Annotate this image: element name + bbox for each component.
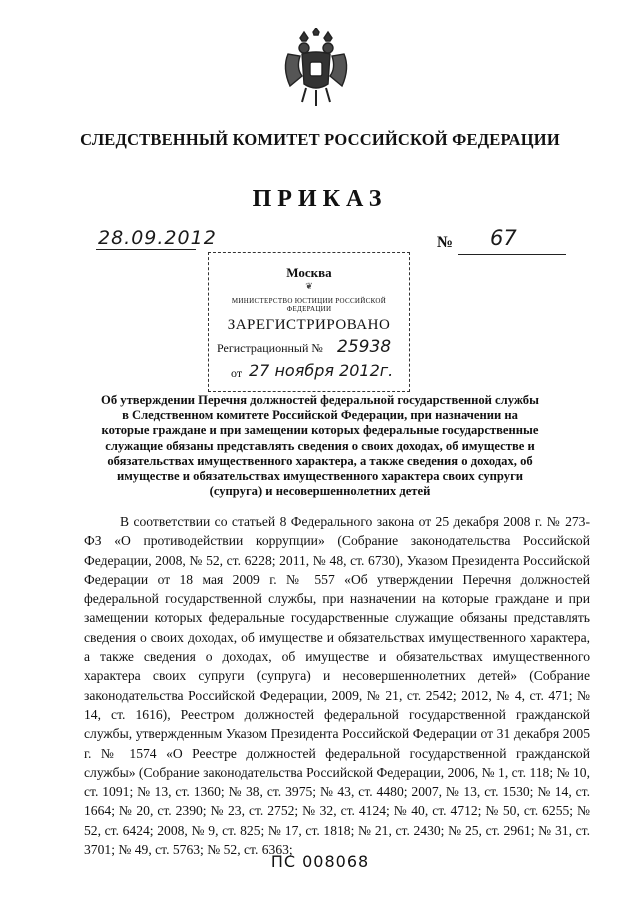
stamp-ministry: МИНИСТЕРСТВО ЮСТИЦИИ РОССИЙСКОЙ ФЕДЕРАЦИИ (231, 297, 387, 313)
stamp-registered: ЗАРЕГИСТРИРОВАНО (227, 317, 391, 333)
handwritten-number: 67 (490, 226, 517, 250)
stamp-reg-number: 25938 (337, 337, 392, 357)
stamp-ornament-icon: ❦ (305, 281, 313, 291)
document-title: Об утверждении Перечня должностей федеральной государственной службы в Следственном комитете Российской Федерации, при назначении на которые граждане и при замещении которых федеральные государственные служащие обязаны представлять сведения о своих доходах, об имуществе и обязательствах имущественного характера, а также сведения о доходах, об имуществе и обязательствах имущественного характера своих супруги (супруга) и несовершеннолетних детей (101, 393, 539, 499)
stamp-reg-date: 27 ноября 2012г. (249, 361, 394, 380)
organization-header: СЛЕДСТВЕННЫЙ КОМИТЕТ РОССИЙСКОЙ ФЕДЕРАЦИИ (80, 130, 560, 149)
body-paragraph: В соответствии со статьей 8 Федерального закона от 25 декабря 2008 г. № 273-ФЗ «О противодействии коррупции» (Собрание законодательства Российской Федерации, 2008, № 52, ст. 6228; 2011, № 48, ст. 6730), Указом Президента Российской Федерации от 18 мая 2009 г. № 557 «Об утверждении Перечня должностей федеральной государственной службы, при назначении на которые граждане и при замещении которых федеральные государственные служащие обязаны представлять сведения о своих доходах, об имуществе и обязательствах имущественного характера, а также сведения о доходах, об имуществе и обязательствах имущественного характера своих супруги (супруга) и несовершеннолетних детей» (Собрание законодательства Российской Федерации, 2009, № 21, ст. 2542; 2012, № 4, ст. 471; № 14, ст. 1616), Реестром должностей федеральной государственной гражданской службы, утвержденным Указом Президента Российской Федерации от 31 декабря 2005 г. № 1574 «О Реестре должностей федеральной государственной гражданской службы» (Собрание законодательства Российской Федерации, 2006, № 1, ст. 118; № 10, ст. 1091; № 13, ст. 1360; № 38, ст. 3975; № 43, ст. 4480; 2007, № 13, ст. 1530; № 14, ст. 1664; № 20, ст. 2390; № 23, ст. 2752; № 32, ст. 4124; № 40, ст. 4712; № 50, ст. 6255; № 52, ст. 6424; 2008, № 9, ст. 825; № 17, ст. 1818; № 21, ст. 2430; № 25, ст. 2961; № 31, ст. 3701; № 49, ст. 5763; № 52, ст. 6363; (84, 514, 590, 858)
handwritten-date: 28.09.2012 (98, 227, 217, 249)
document-body (84, 512, 590, 859)
stamp-reg-number-label: Регистрационный № (217, 341, 323, 355)
date-underline (96, 249, 196, 250)
stamp-city: Москва (286, 265, 332, 280)
form-serial-number: ПС 008068 (270, 852, 370, 871)
registration-stamp (208, 252, 410, 392)
state-emblem-icon (280, 28, 352, 110)
document-type: ПРИКАЗ (252, 186, 388, 212)
number-label: № (437, 234, 454, 251)
stamp-from-label: от (231, 366, 243, 380)
number-underline (458, 254, 566, 255)
